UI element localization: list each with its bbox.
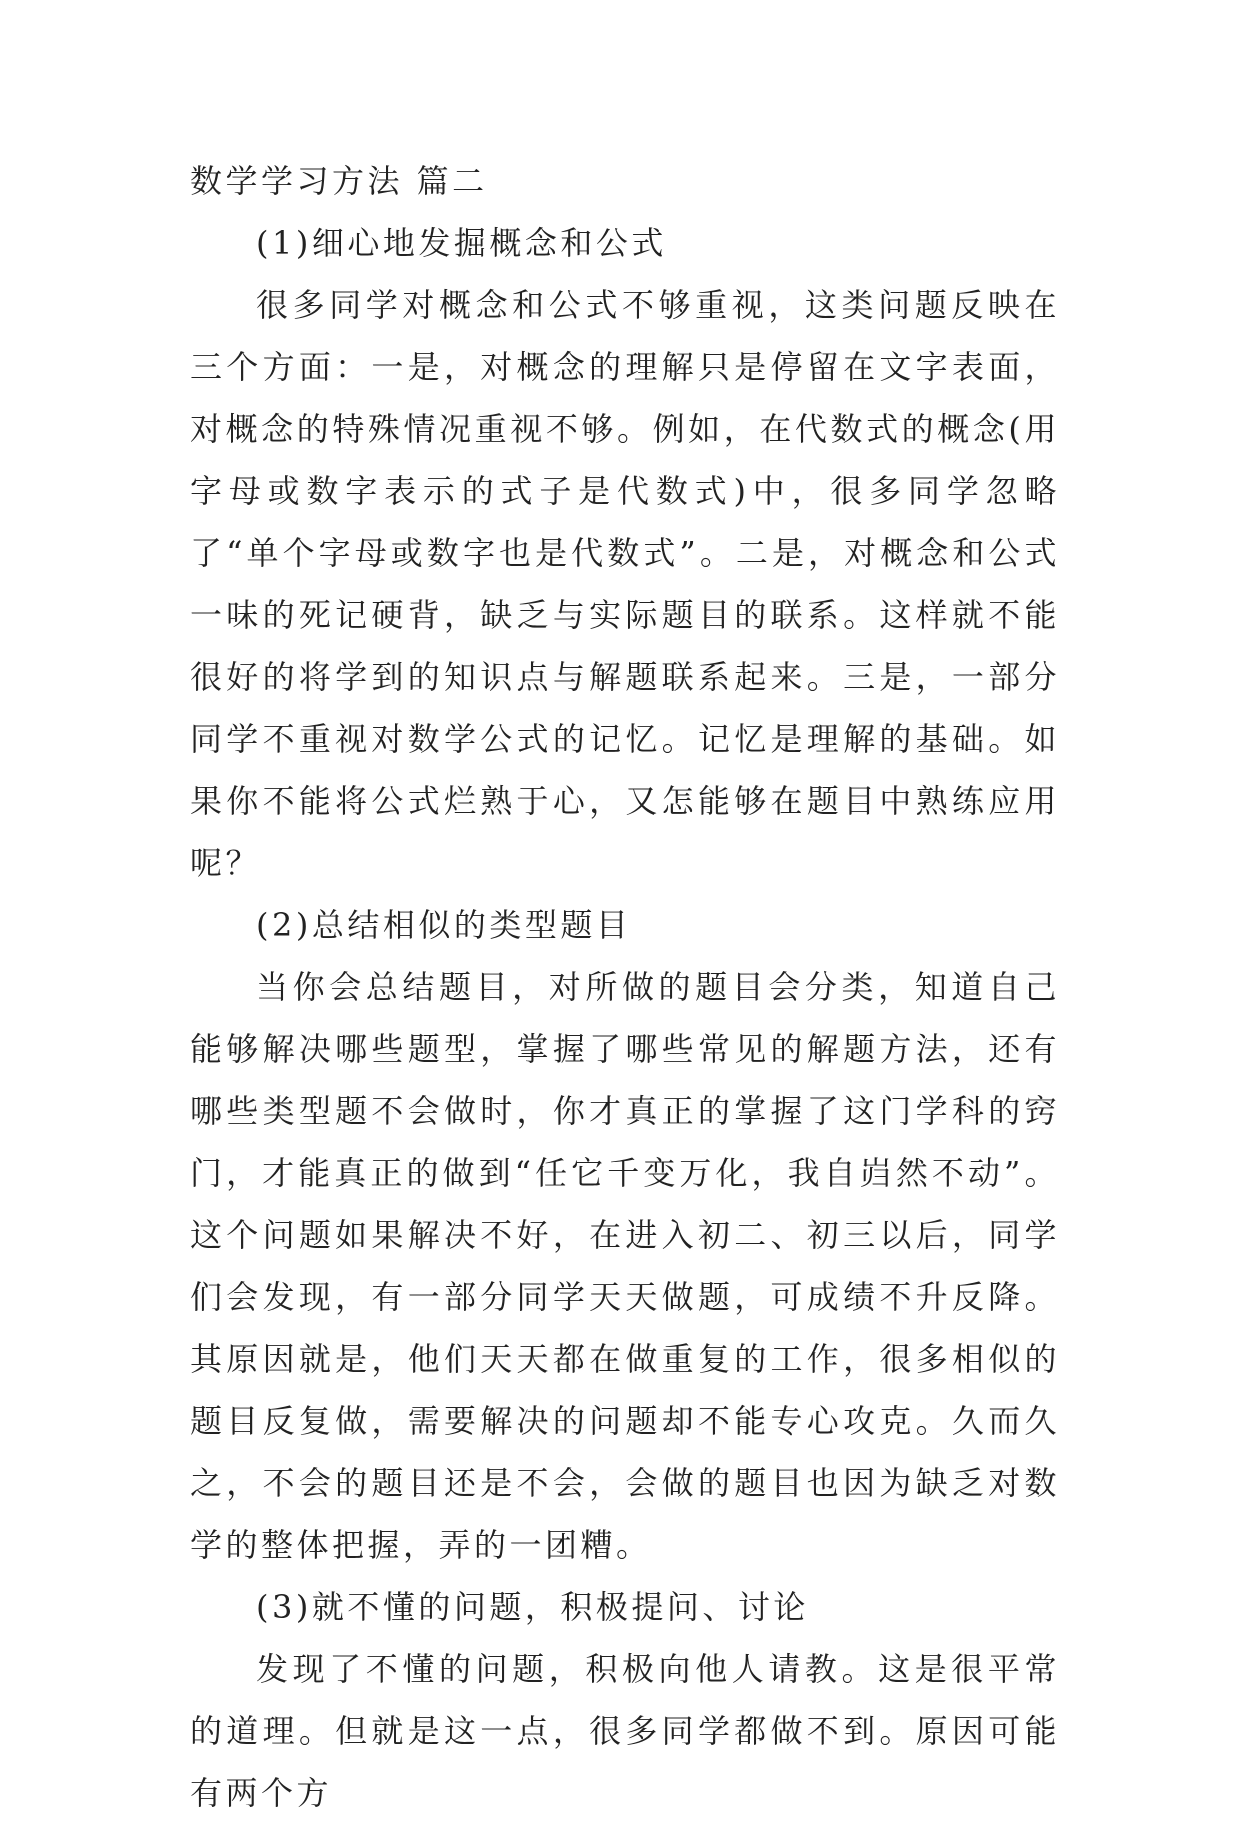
section-body-2: 当你会总结题目，对所做的题目会分类，知道自己能够解决哪些题型，掌握了哪些常见的解题方法，还有哪些类型题不会做时，你才真正的掌握了这门学科的窍门，才能真正的做到“任它千变万化，我自岿然不动”。这个问题如果解决不好，在进入初二、初三以后，同学们会发现，有一部分同学天天做题，可成绩不升反降。其原因就是，他们天天都在做重复的工作，很多相似的题目反复做，需要解决的问题却不能专心攻克。久而久之，不会的题目还是不会，会做的题目也因为缺乏对数学的整体把握，弄的一团糟。 [190,968,1060,1564]
section-heading-2: (2)总结相似的类型题目 [256,906,632,944]
document-title: 数学学习方法 篇二 [190,162,488,200]
document-content [190,150,1060,1824]
section-body-3: 发现了不懂的问题，积极向他人请教。这是很平常的道理。但就是这一点，很多同学都做不到。原因可能有两个方 [190,1650,1060,1812]
section-heading-3: (3)就不懂的问题，积极提问、讨论 [256,1588,809,1626]
section-heading-1: (1)细心地发掘概念和公式 [256,224,667,262]
section-body-1: 很多同学对概念和公式不够重视，这类问题反映在三个方面：一是，对概念的理解只是停留在文字表面，对概念的特殊情况重视不够。例如，在代数式的概念(用字母或数字表示的式子是代数式)中，很多同学忽略了“单个字母或数字也是代数式”。二是，对概念和公式一味的死记硬背，缺乏与实际题目的联系。这样就不能很好的将学到的知识点与解题联系起来。三是，一部分同学不重视对数学公式的记忆。记忆是理解的基础。如果你不能将公式烂熟于心，又怎能够在题目中熟练应用呢？ [190,286,1060,882]
